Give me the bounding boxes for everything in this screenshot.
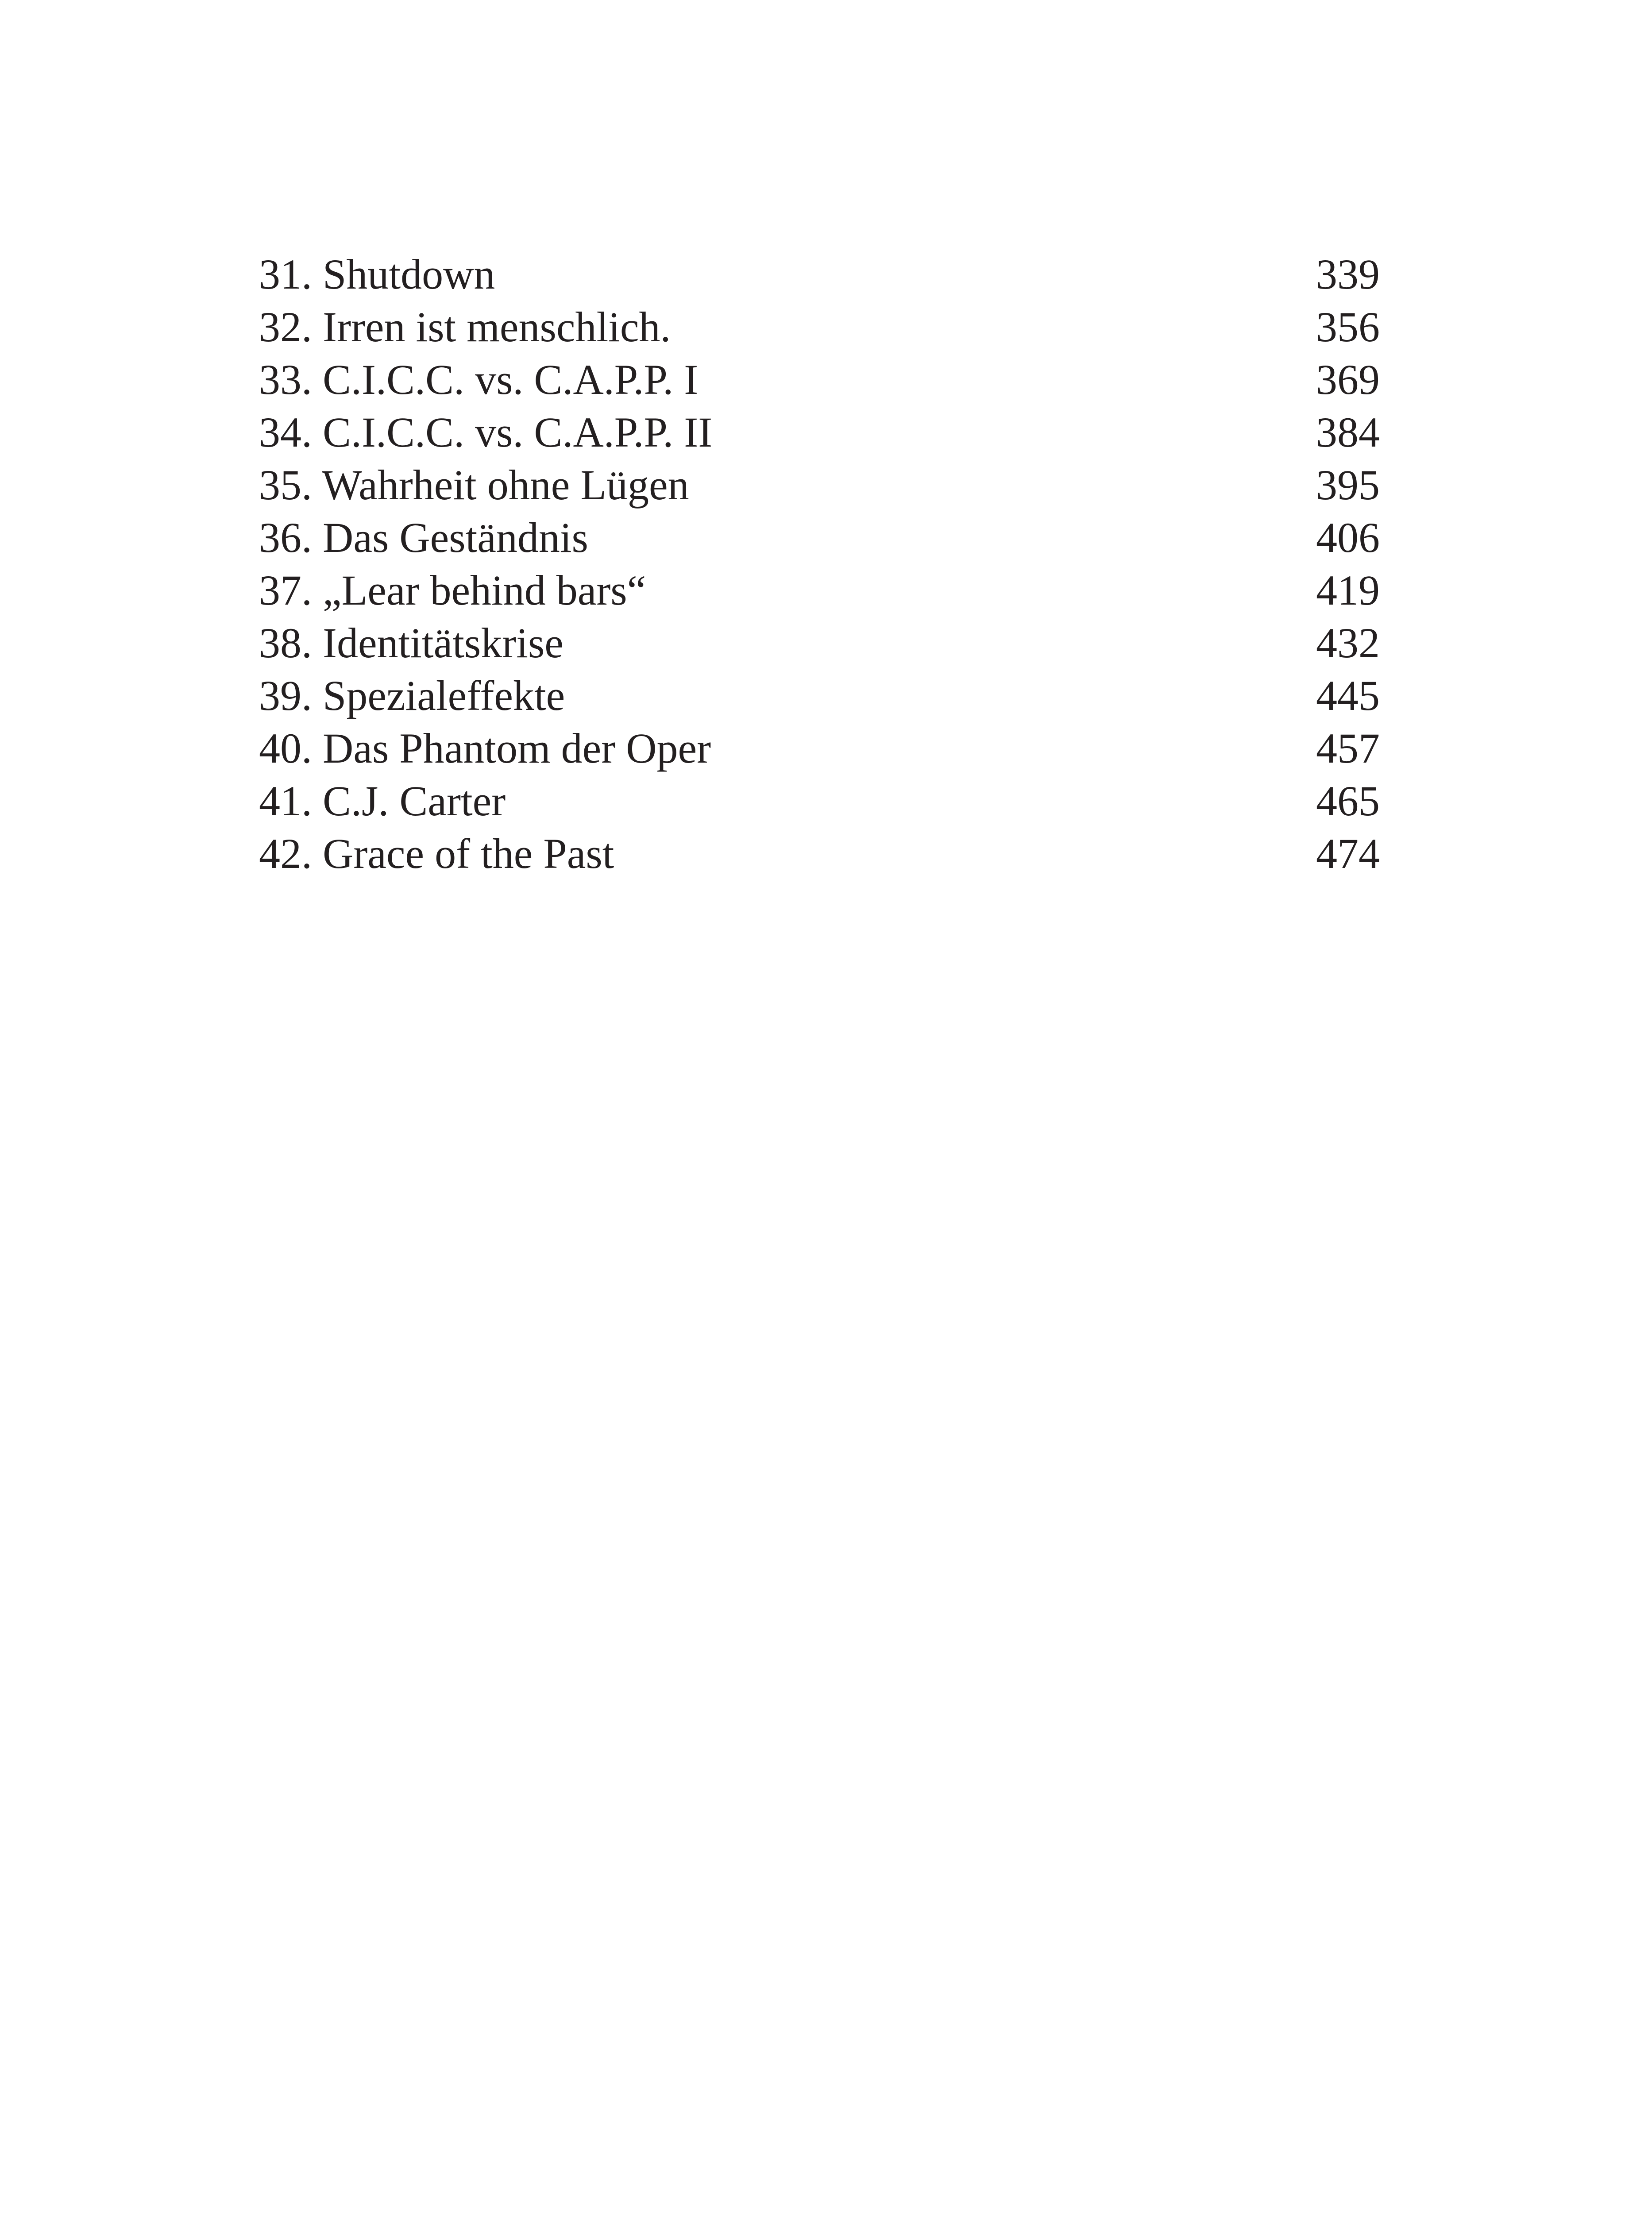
- toc-entry: [259, 301, 1380, 353]
- toc-entry-title: 36. Das Geständnis: [259, 514, 588, 561]
- toc-entry-page: 445: [1316, 672, 1380, 719]
- toc-entry-title: 34. C.I.C.C. vs. C.A.P.P. II: [259, 409, 713, 456]
- toc-entry-title: 31. Shutdown: [259, 251, 495, 298]
- toc-entry-page: 457: [1316, 725, 1380, 772]
- toc-entry-title: 41. C.J. Carter: [259, 777, 506, 825]
- toc-entry-title: 32. Irren ist menschlich.: [259, 303, 671, 351]
- toc-entry: [259, 406, 1380, 459]
- toc-entry: [259, 511, 1380, 564]
- toc-entry-title: 35. Wahrheit ohne Lügen: [259, 461, 689, 509]
- toc-entry-page: 395: [1316, 461, 1380, 509]
- toc-entry-title: 37. „Lear behind bars“: [259, 567, 646, 614]
- toc-entry-page: 406: [1316, 514, 1380, 561]
- toc-entry-page: 369: [1316, 356, 1380, 403]
- toc-entry-title: 40. Das Phantom der Oper: [259, 725, 711, 772]
- toc-entry: [259, 775, 1380, 827]
- toc-entry-title: 38. Identitätskrise: [259, 619, 564, 667]
- table-of-contents: [259, 248, 1380, 880]
- toc-entry: [259, 827, 1380, 880]
- toc-entry-page: 419: [1316, 567, 1380, 614]
- toc-entry-page: 465: [1316, 777, 1380, 825]
- toc-entry: [259, 617, 1380, 669]
- toc-entry-page: 356: [1316, 303, 1380, 351]
- toc-entry-title: 39. Spezialeffekte: [259, 672, 565, 719]
- toc-entry-title: 42. Grace of the Past: [259, 830, 614, 877]
- toc-entry: [259, 722, 1380, 775]
- toc-entry: [259, 353, 1380, 406]
- toc-entry: [259, 459, 1380, 511]
- toc-entry-title: 33. C.I.C.C. vs. C.A.P.P. I: [259, 356, 699, 403]
- toc-entry-page: 384: [1316, 409, 1380, 456]
- toc-entry-page: 432: [1316, 619, 1380, 667]
- toc-entry: [259, 669, 1380, 722]
- toc-entry: [259, 248, 1380, 301]
- toc-entry: [259, 564, 1380, 617]
- toc-entry-page: 339: [1316, 251, 1380, 298]
- toc-entry-page: 474: [1316, 830, 1380, 877]
